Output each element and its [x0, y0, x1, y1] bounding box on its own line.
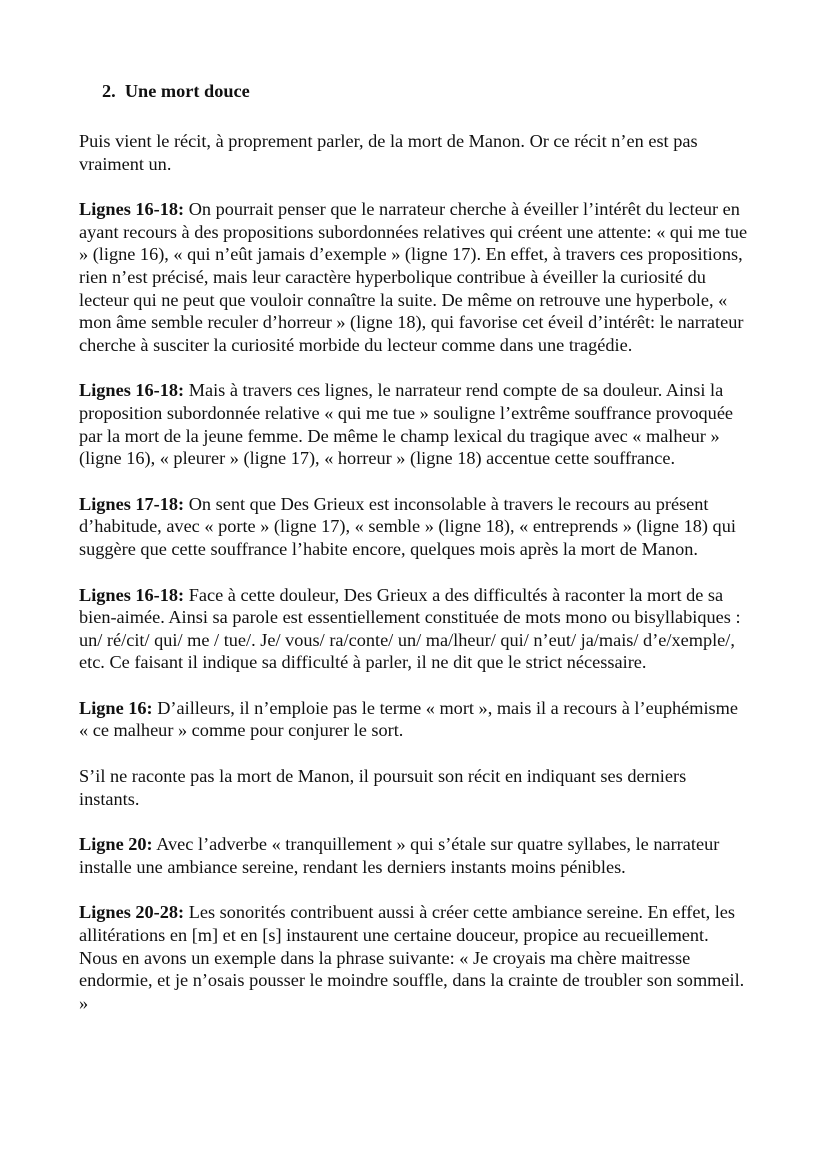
paragraph-lead: Ligne 16:	[79, 697, 153, 718]
paragraph-transition	[79, 765, 750, 810]
paragraph-text: Face à cette douleur, Des Grieux a des difficultés à raconter la mort de sa bien-aimée. Ainsi sa parole est essentiellement constituée de mots mono ou bisyllabiques : un/ ré/cit/ qui/ me / tue/. Je/ vous/ ra/conte/ un/ ma/lheur/ qui/ n’eut/ ja/mais/ d’e/xemple/, etc. Ce faisant il indique sa difficulté à parler, il ne dit que le strict nécessaire.	[79, 584, 741, 673]
paragraph-lead: Lignes 20-28:	[79, 902, 185, 923]
paragraph-text: Avec l’adverbe « tranquillement » qui s’étale sur quatre syllabes, le narrateur installe une ambiance sereine, rendant les derniers instants moins pénibles.	[79, 834, 720, 877]
section-title: Une mort douce	[124, 81, 250, 101]
paragraph-text: D’ailleurs, il n’emploie pas le terme « mort », mais il a recours à l’euphémisme « ce malheur » comme pour conjurer le sort.	[79, 697, 738, 741]
paragraph-analysis	[79, 697, 750, 742]
paragraph-text: On pourrait penser que le narrateur cherche à éveiller l’intérêt du lecteur en ayant recours à des propositions subordonnées relatives qui créent une attente: « qui me tue » (ligne 16), « qui n’eût jamais d’exemple » (ligne 17). En effet, à travers ces propositions, rien n’est précisé, mais leur caractère hyperbolique contribue à éveiller la curiosité du lecteur qui ne peut que vouloir connaître la suite. De même on retrouve une hyperbole, « mon âme semble reculer d’horreur » (ligne 18), qui favorise cet éveil d’intérêt: le narrateur cherche à susciter la curiosité morbide du lecteur comme dans une tragédie.	[79, 199, 748, 355]
paragraph-analysis	[79, 379, 750, 469]
paragraph-intro	[79, 130, 750, 175]
paragraph-analysis	[79, 584, 750, 674]
paragraph-lead: Lignes 16-18:	[79, 584, 185, 605]
paragraph-text: On sent que Des Grieux est inconsolable à travers le recours au présent d’habitude, avec « porte » (ligne 17), « semble » (ligne 18), « entreprends » (ligne 18) qui suggère que cette souffrance l’habite encore, quelques mois après la mort de Manon.	[79, 493, 736, 559]
paragraph-lead: Lignes 16-18:	[79, 380, 185, 401]
paragraph-text: S’il ne raconte pas la mort de Manon, il poursuit son récit en indiquant ses derniers instants.	[79, 766, 687, 809]
paragraph-analysis	[79, 833, 750, 878]
paragraph-lead: Lignes 17-18:	[79, 493, 185, 514]
paragraph-lead: Ligne 20:	[79, 834, 153, 855]
paragraph-text: Les sonorités contribuent aussi à créer cette ambiance sereine. En effet, les allitérations en [m] et en [s] instaurent une certaine douceur, propice au recueillement. Nous en avons un exemple dans la phrase suivante: « Je croyais ma chère maitresse endormie, et je n’osais pousser le moindre souffle, dans la crainte de troubler son sommeil. »	[79, 902, 745, 1013]
paragraph-text: Mais à travers ces lignes, le narrateur rend compte de sa douleur. Ainsi la proposition subordonnée relative « qui me tue » souligne l’extrême souffrance provoquée par la mort de la jeune femme. De même le champ lexical du tragique avec « malheur » (ligne 16), « pleurer » (ligne 17), « horreur » (ligne 18) accentue cette souffrance.	[79, 380, 734, 469]
section-heading	[102, 80, 750, 102]
section-number: 2.	[102, 81, 116, 101]
paragraph-lead: Lignes 16-18:	[79, 199, 185, 220]
paragraph-analysis	[79, 198, 750, 356]
paragraph-analysis	[79, 493, 750, 561]
paragraph-text: Puis vient le récit, à proprement parler, de la mort de Manon. Or ce récit n’en est pas vraiment un.	[79, 131, 698, 174]
paragraph-analysis	[79, 901, 750, 1014]
